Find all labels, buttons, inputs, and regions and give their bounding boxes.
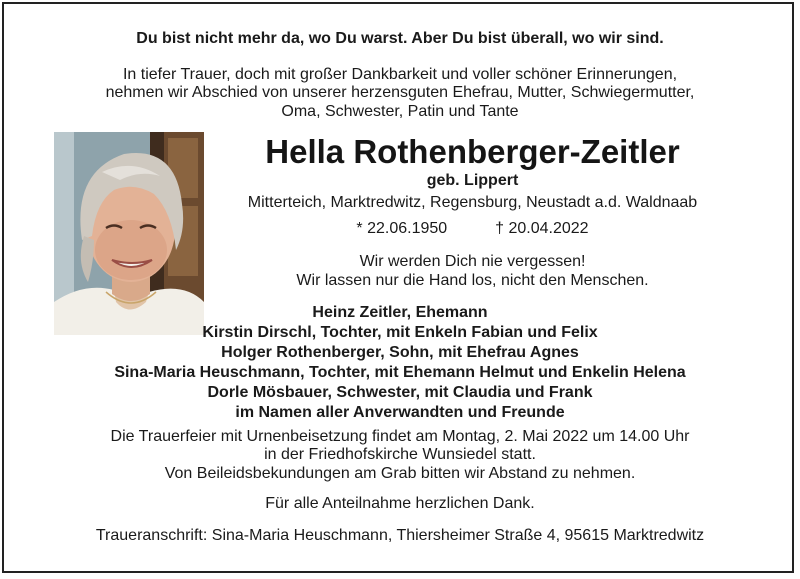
death-date: † 20.04.2022	[495, 220, 589, 237]
intro-line-1: In tiefer Trauer, doch mit großer Dankbarkeit und voller schöner Erinnerungen,	[122, 66, 678, 83]
quote-line-2: Wir lassen nur die Hand los, nicht den Menschen.	[296, 272, 649, 289]
mourner: Heinz Zeitler, Ehemann	[312, 304, 488, 321]
intro-line-2: nehmen wir Abschied von unserer herzensguten Ehefrau, Mutter, Schwiegermutter,	[105, 84, 695, 101]
intro-line-3: Oma, Schwester, Patin und Tante	[281, 103, 519, 120]
thanks-text: Für alle Anteilnahme herzlichen Dank.	[265, 495, 535, 512]
mourner: Kirstin Dirschl, Tochter, mit Enkeln Fabian und Felix	[202, 324, 598, 341]
ceremony-line-2: in der Friedhofskirche Wunsiedel statt.	[264, 446, 536, 463]
mourner: Sina-Maria Heuschmann, Tochter, mit Ehemann Helmut und Enkelin Helena	[114, 364, 686, 381]
mourner: Holger Rothenberger, Sohn, mit Ehefrau Agnes	[221, 344, 579, 361]
birth-date: * 22.06.1950	[356, 220, 448, 237]
ceremony-line-1: Die Trauerfeier mit Urnenbeisetzung findet am Montag, 2. Mai 2022 um 14.00 Uhr	[110, 428, 690, 445]
ceremony-line-3: Von Beileidsbekundungen am Grab bitten wir Abstand zu nehmen.	[164, 465, 636, 482]
birth-name: geb. Lippert	[426, 172, 519, 189]
mourner: Dorle Mösbauer, Schwester, mit Claudia und Frank	[207, 384, 593, 401]
mourners-list	[0, 303, 800, 423]
mourner: im Namen aller Anverwandten und Freunde	[235, 404, 565, 421]
motto: Du bist nicht mehr da, wo Du warst. Aber Du bist überall, wo wir sind.	[136, 30, 664, 47]
deceased-name: Hella Rothenberger-Zeitler	[265, 133, 680, 170]
quote-line-1: Wir werden Dich nie vergessen!	[359, 253, 586, 270]
mourning-address: Traueranschrift: Sina-Maria Heuschmann, Thiersheimer Straße 4, 95615 Marktredwitz	[95, 527, 705, 544]
life-dates	[215, 220, 730, 238]
places-of-life: Mitterteich, Marktredwitz, Regensburg, Neustadt a.d. Waldnaab	[247, 194, 698, 211]
